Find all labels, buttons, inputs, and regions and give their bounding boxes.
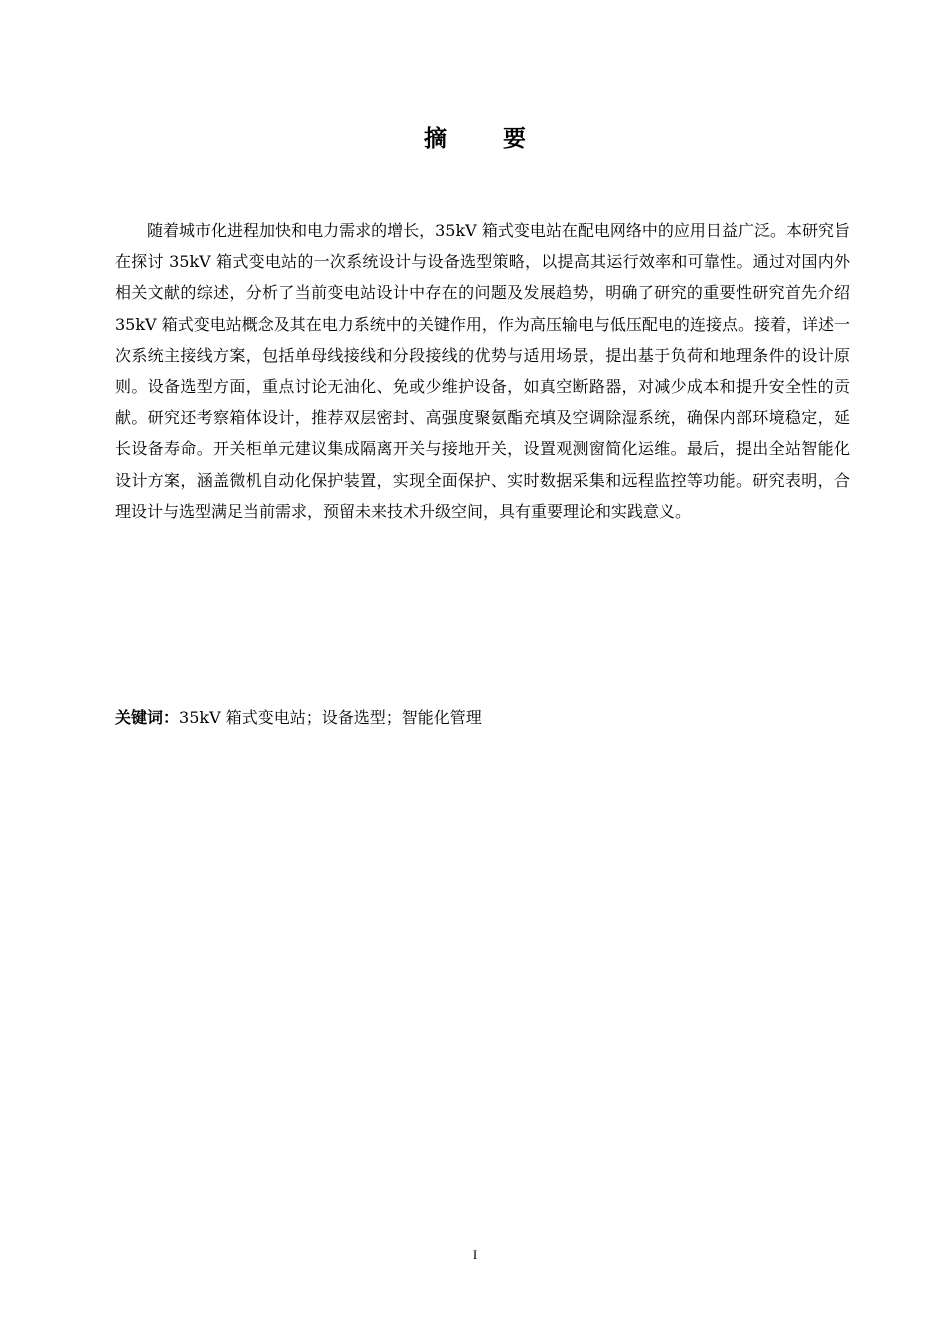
abstract-body: 随着城市化进程加快和电力需求的增长，35kV 箱式变电站在配电网络中的应用日益广泛。本研究旨在探讨 35kV 箱式变电站的一次系统设计与设备选型策略，以提高其运行效率和可靠性。通过对国内外相关文献的综述，分析了当前变电站设计中存在的问题及发展趋势，明确了研究的重要性研究首先介绍 35kV 箱式变电站概念及其在电力系统中的关键作用，作为高压输电与低压配电的连接点。接着，详述一次系统主接线方案，包括单母线接线和分段接线的优势与适用场景，提出基于负荷和地理条件的设计原则。设备选型方面，重点讨论无油化、免或少维护设备，如真空断路器，对减少成本和提升安全性的贡献。研究还考察箱体设计，推荐双层密封、高强度聚氨酯充填及空调除湿系统，确保内部环境稳定，延长设备寿命。开关柜单元建议集成隔离开关与接地开关，设置观测窗简化运维。最后，提出全站智能化设计方案，涵盖微机自动化保护装置，实现全面保护、实时数据采集和远程监控等功能。研究表明，合理设计与选型满足当前需求，预留未来技术升级空间，具有重要理论和实践意义。 (115, 221, 850, 521)
keywords-label: 关键词： (115, 708, 180, 727)
page-number: I (472, 1247, 478, 1262)
keywords-value: 35kV 箱式变电站；设备选型；智能化管理 (179, 708, 482, 727)
abstract-title: 摘 要 (423, 125, 550, 152)
keywords-line (115, 704, 850, 732)
